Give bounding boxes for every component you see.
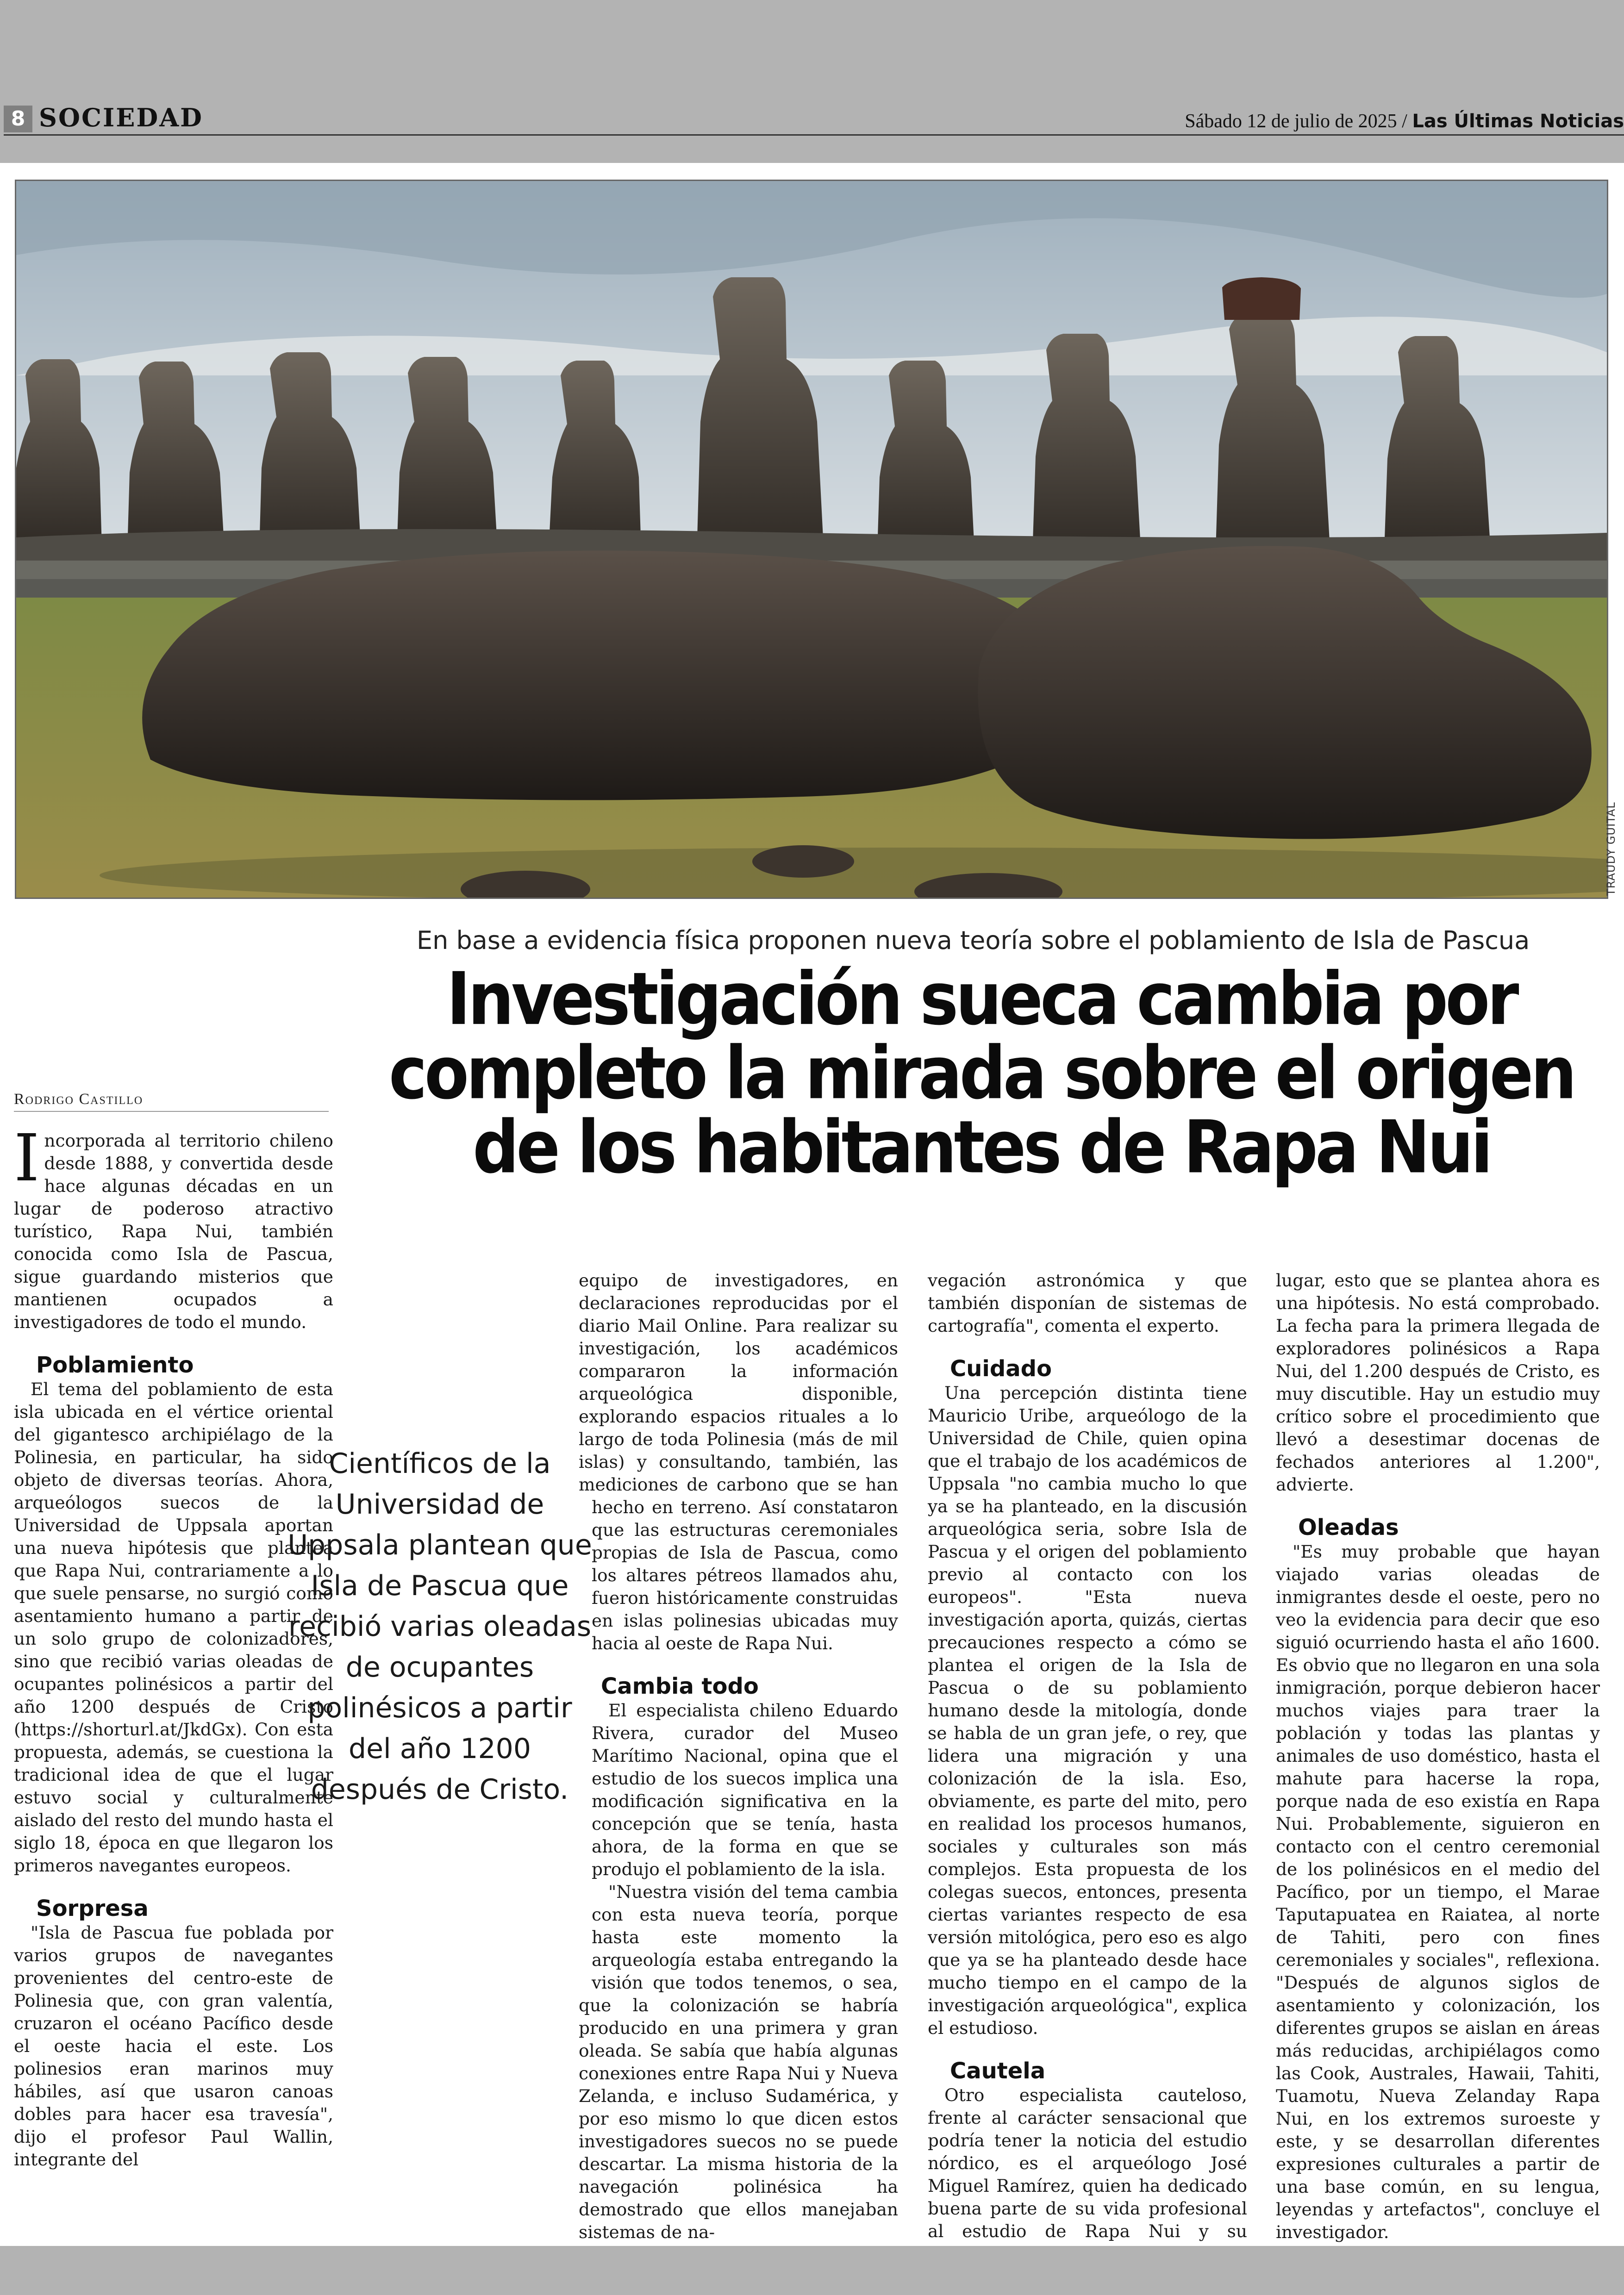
- pull-quote: Científicos de la Universidad de Uppsala plantean que Isla de Pascua que recibió varias oleadas de ocupantes polinésicos a partir del año 1200 después de Cristo.: [287, 1447, 592, 1806]
- paragraph-cautela: Otro especialista cauteloso, frente al carácter sensacional que podría tener la noticia del estudio nórdico, es el arqueólogo José Miguel Ramírez, quien ha dedicado buena parte de su vida profesional al estudio de Rapa Nui y su: [928, 2085, 1247, 2241]
- publication-name: Las Últimas Noticias: [1412, 111, 1624, 132]
- bottom-gray-band: [0, 2246, 1624, 2295]
- article-column-1: [14, 1121, 333, 2171]
- subhead-cautela: Cautela: [950, 2058, 1046, 2084]
- article-column-4: [1276, 1269, 1600, 2244]
- author-name: Rodrigo Castillo: [14, 1091, 144, 1108]
- article-column-3: [928, 1269, 1247, 2265]
- paragraph-poblamiento: El tema del poblamiento de esta isla ubicada en el vértice oriental del gigantesco archipiélago de la Polinesia, en particular, ha sido objeto de diversas teorías. Ahora, arqueólogos suecos de la Universidad de Uppsala aportan una nueva hipótesis que plantea que Rapa Nui, contrariamente a lo que suele pensarse, no surgió como asentamiento humano a partir de un solo grupo de colonizadores, sino que recibió varias oleadas de ocupantes polinésicos a partir del año 1200 después de Cristo (https://shorturl.at/JkdGx). Con esta propuesta, además, se cuestiona la tradicional idea de que el lugar estuvo social y culturalmente aislado del resto del mundo hasta el siglo 18, época en que llegaron los primeros navegantes europeos.: [14, 1379, 333, 1876]
- article-headline: Investigación sueca cambia por completo la mirada sobre el origen de los habitantes de Rapa Nui: [388, 957, 1574, 1190]
- drop-cap: I: [14, 1121, 40, 1196]
- dateline: [1185, 110, 1624, 132]
- paragraph-equipo: equipo de investigadores, en declaraciones reproducidas por el diario Mail Online. Para realizar su investigación, los académicos compararon la información arqueológica disponible, explorando espacios rituales a lo largo de toda Polinesia (más de mil islas) y consultando, también, las mediciones de carbono que se han hecho en terreno. Así constataron que las estructuras ceremoniales propias de Isla de Pascua, como los altares pétreos llamados ahu, fueron históricamente construidas en islas polinesias ubicadas muy hacia al oeste de Rapa Nui.: [579, 1270, 898, 1653]
- article-column-2: [579, 1269, 898, 2244]
- subhead-oleadas: Oleadas: [1298, 1515, 1399, 1540]
- subhead-cambia-todo: Cambia todo: [601, 1673, 759, 1699]
- subhead-poblamiento: Poblamiento: [36, 1352, 194, 1378]
- header-rule: [4, 134, 1624, 136]
- article-kicker: En base a evidencia física proponen nueva teoría sobre el poblamiento de Isla de Pascua: [417, 926, 1530, 955]
- subhead-cuidado: Cuidado: [950, 1356, 1052, 1382]
- issue-date: Sábado 12 de julio de 2025: [1185, 111, 1397, 132]
- byline: [14, 1091, 329, 1112]
- intro-text: ncorporada al territorio chileno desde 1888, y convertida desde hace algunas décadas en un lugar de poderoso atractivo turístico, Rapa Nui, también conocida como Isla de Pascua, sigue guardando misterios que mantienen ocupados a investigadores de todo el mundo.: [14, 1130, 333, 1332]
- paragraph-oleadas: "Es muy probable que hayan viajado varias oleadas de inmigrantes desde el oeste, pero no veo la evidencia para decir que eso siguió ocurriendo hasta el año 1600. Es obvio que no llegaron en una sola inmigración, porque debieron hacer muchos viajes para traer la población y todas las plantas y animales de uso doméstico, hasta el mahute para hacerse la ropa, porque nada de eso existía en Rapa Nui. Probablemente, siguieron en contacto con el centro ceremonial de los polinésicos en el medio del Pacífico, por un tiempo, el Marae Taputapuatea en Raiatea, al norte de Tahiti, pero con fines ceremoniales y sociales", reflexiona. "Después de algunos siglos de asentamiento y colonización, los diferentes grupos se aislan en áreas más reducidas, archipiélagos como las Cook, Australes, Hawaii, Tahiti, Tuamotu, Nueva Zelanday Rapa Nui, en los extremos suroeste y este, y se desarrollan diferentes expresiones culturales a partir de una base común, en su lengua, leyendas y artefactos", concluye el investigador.: [1276, 1541, 1600, 2242]
- intro-paragraph: [14, 1121, 333, 1334]
- paragraph-sorpresa: "Isla de Pascua fue poblada por varios grupos de navegantes provenientes del centro-este de Polinesia que, con gran valentía, cruzaron el océano Pacífico desde el oeste hacia el este. Los polinesios eran marinos muy hábiles, así que usaron canoas dobles para hacer esa travesía", dijo el profesor Paul Wallin, integrante del: [14, 1922, 333, 2170]
- paragraph-hipotesis: lugar, esto que se plantea ahora es una hipótesis. No está comprobado. La fecha para la primera llegada de exploradores polinésicos a Rapa Nui, del 1.200 después de Cristo, es muy discutible. Hay un estudio muy crítico sobre el procedimiento que llevó a desestimar docenas de fechados anteriores al 1.200", advierte.: [1276, 1270, 1600, 1495]
- paragraph-cuidado: Una percepción distinta tiene Mauricio Uribe, arqueólogo de la Universidad de Chile, quien opina que el trabajo de los académicos de Uppsala "no cambia mucho lo que ya se ha planteado, en la discusión arqueológica seria, sobre Isla de Pascua y el origen del poblamiento previo al contacto con los europeos". "Esta nueva investigación aporta, quizás, ciertas precauciones respecto a cómo se plantea el origen de la Isla de Pascua o de su poblamiento humano desde la mitología, donde se habla de un gran jefe, o rey, que lidera una migración y una colonización de la isla. Eso, obviamente, es parte del mito, pero en realidad los procesos humanos, sociales y culturales son más complejos. Esta propuesta de los colegas suecos, entonces, presenta ciertas variantes respecto de esa versión mitológica, pero eso es algo que ya se ha planteado desde hace mucho tiempo en el campo de la investigación arqueológica", explica el estudioso.: [928, 1383, 1247, 2038]
- photo-credit: TRAUDY GUITAL: [1605, 802, 1618, 896]
- paragraph-navegacion: vegación astronómica y que también disponían de sistemas de cartografía", comenta el experto.: [928, 1270, 1247, 1336]
- dateline-separator: /: [1402, 111, 1407, 132]
- section-title: SOCIEDAD: [39, 103, 203, 132]
- page-number: 8: [4, 106, 32, 132]
- top-gray-band: [0, 0, 1624, 163]
- subhead-sorpresa: Sorpresa: [36, 1896, 149, 1921]
- paragraph-cambia-todo: El especialista chileno Eduardo Rivera, curador del Museo Marítimo Nacional, opina que el estudio de los suecos implica una modificación significativa en la concepción que se tenía, hasta ahora, de la forma en que se produjo el poblamiento de la isla.: [592, 1700, 898, 1879]
- moai-photo: [15, 180, 1608, 899]
- paragraph-nuestra-vision: "Nuestra visión del tema cambia con esta nueva teoría, porque hasta este momento la arqueología estaba entregando la visión que todos tenemos, o sea, que la colonización se habría producido en una primera y gran oleada. Se sabía que había algunas conexiones entre Rapa Nui y Nueva Zelanda, e incluso Sudamérica, y por eso mismo lo que dicen estos investigadores suecos no se puede descartar. La misma historia de la navegación polinésica ha demostrado que ellos manejaban sistemas de na-: [579, 1882, 898, 2242]
